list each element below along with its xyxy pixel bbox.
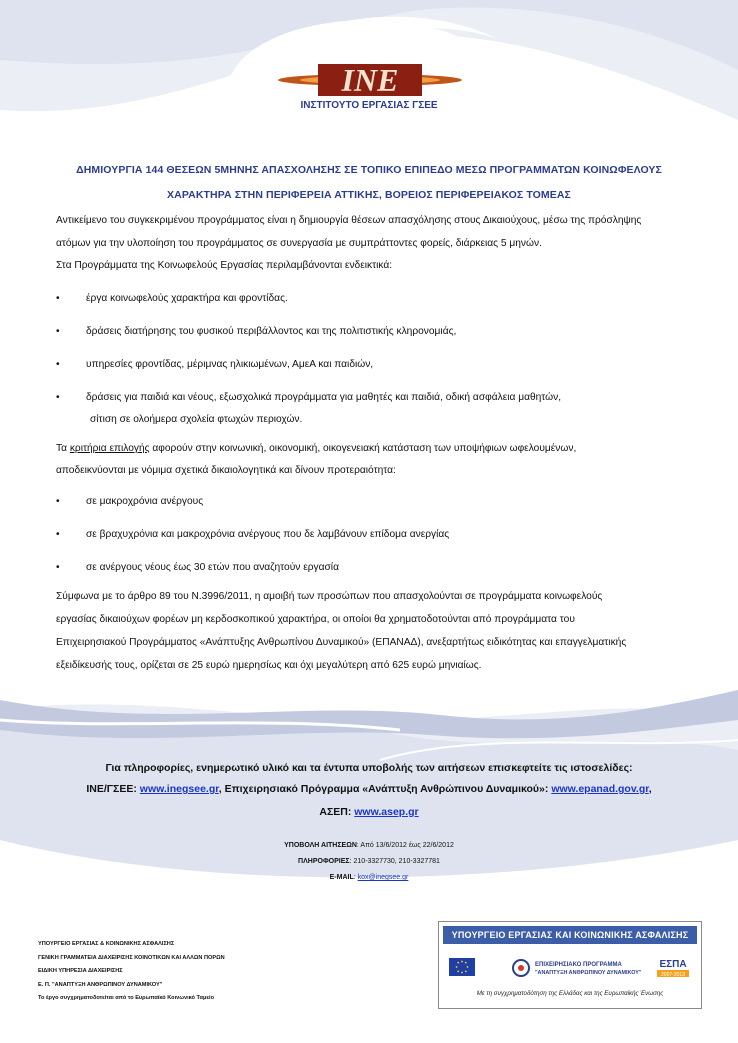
epanad-logo-line1: ΕΠΙΧΕΙΡΗΣΙΑΚΟ ΠΡΟΓΡΑΜΜΑ — [535, 962, 622, 968]
submission-dates — [0, 842, 738, 849]
program-text: δράσεις διατήρησης του φυσικού περιβάλλοντος και της πολιτιστικής κληρονομιάς, — [86, 326, 457, 337]
email-link[interactable]: kox@inegsee.gr — [357, 874, 409, 881]
phone-value: : 210-3327730, 210-3327781 — [349, 858, 440, 865]
phone-label: ΠΛΗΡΟΦΟΡΙΕΣ — [298, 858, 350, 865]
bullet-icon: • — [56, 562, 60, 573]
title-line-2: ΧΑΡΑΚΤΗΡΑ ΣΤΗΝ ΠΕΡΙΦΕΡΕΙΑ ΑΤΤΙΚΗΣ, ΒΟΡΕΙΟΣ ΠΕΡΙΦΕΡΕΙΑΚΟΣ ΤΟΜΕΑΣ — [167, 189, 571, 201]
footer-credits — [38, 938, 225, 1006]
intro-line-3: Στα Προγράμματα της Κοινωφελούς Εργασίας περιλαμβάνονται ενδεικτικά: — [56, 260, 393, 271]
wage-line-1: Σύμφωνα με το άρθρο 89 του Ν.3996/2011, η αμοιβή των προσώπων που απασχολούνται σε προγράμματα κοινωφελούς — [56, 591, 603, 602]
cofunding-caption: Με τη συγχρηματοδότηση της Ελλάδας και της Ευρωπαϊκής Ένωσης — [476, 990, 664, 997]
asep-link[interactable]: www.asep.gr — [354, 806, 419, 818]
intro-line-2: ατόμων για την υλοποίηση του προγράμματος σε συνεργασία με συμπράττοντες φορείς, διάρκειας 5 μηνών. — [56, 238, 542, 249]
logo-text: ΙΝΕ — [341, 62, 399, 98]
epanad-logo — [511, 954, 641, 982]
footer-line: Το έργο συγχρηματοδοτείται από το Ευρωπαϊκό Κοινωνικό Ταμείο — [38, 995, 215, 1001]
epanad-label: , Επιχειρησιακό Πρόγραμμα «Ανάπτυξη Ανθρώπινου Δυναμικού»: — [218, 783, 552, 795]
ine-label: ΙΝΕ/ΓΣΕΕ: — [86, 783, 140, 795]
footer-line: ΕΙΔΙΚΗ ΥΠΗΡΕΣΙΑ ΔΙΑΧΕΙΡΙΣΗΣ — [38, 968, 123, 974]
intro-line-1: Αντικείμενο του συγκεκριμένου προγράμματος είναι η δημιουργία θέσεων απασχόλησης στους Δικαιούχους, μέσω της πρόσληψης — [56, 215, 642, 226]
ministry-title: ΥΠΟΥΡΓΕΙΟ ΕΡΓΑΣΙΑΣ ΚΑΙ ΚΟΙΝΩΝΙΚΗΣ ΑΣΦΑΛΙΣΗΣ — [443, 926, 697, 944]
info-line-1: Για πληροφορίες, ενημερωτικό υλικό και τα έντυπα υποβολής των αιτήσεων επισκεφτείτε τις ιστοσελίδες: — [105, 762, 633, 774]
priority-text: σε μακροχρόνια ανέργους — [86, 496, 204, 507]
footer-line: ΥΠΟΥΡΓΕΙΟ ΕΡΓΑΣΙΑΣ & ΚΟΙΝΩΝΙΚΗΣ ΑΣΦΑΛΙΣΗΣ — [38, 941, 175, 947]
program-text: υπηρεσίες φροντίδας, μέριμνας ηλικιωμένων, ΑμεΑ και παιδιών, — [86, 359, 374, 370]
criteria-line-1 — [56, 437, 716, 460]
phone-info — [0, 858, 738, 865]
bullet-icon: • — [56, 326, 60, 337]
epanad-logo-line2: "ΑΝΑΠΤΥΞΗ ΑΝΘΡΩΠΙΝΟΥ ΔΥΝΑΜΙΚΟΥ" — [535, 970, 641, 976]
criteria-prefix: Τα — [56, 443, 70, 454]
asep-label: ΑΣΕΠ: — [319, 806, 355, 818]
wage-line-3: Επιχειρησιακού Προγράμματος «Ανάπτυξης Ανθρωπίνου Δυναμικού» (ΕΠΑΝΑΔ), ανεξαρτήτως ειδικότητας και επαγγελματικής — [56, 637, 627, 648]
espa-years: 2007-2013 — [661, 972, 685, 978]
bullet-icon: • — [56, 392, 60, 403]
org-name: ΙΝΣΤΙΤΟΥΤΟ ΕΡΓΑΣΙΑΣ ΓΣΕΕ — [300, 100, 438, 111]
footer-line: ΓΕΝΙΚΗ ΓΡΑΜΜΑΤΕΙΑ ΔΙΑΧΕΙΡΙΣΗΣ ΚΟΙΝΟΤΙΚΩΝ ΚΑΙ ΑΛΛΩΝ ΠΟΡΩΝ — [38, 954, 225, 961]
footer-line: Ε. Π. "ΑΝΑΠΤΥΞΗ ΑΝΘΡΩΠΙΝΟΥ ΔΥΝΑΜΙΚΟΥ" — [38, 981, 163, 988]
ministry-logo-box — [438, 921, 702, 1009]
program-text: δράσεις για παιδιά και νέους, εξωσχολικά προγράμματα για μαθητές και παιδιά, οδική ασφάλεια μαθητών, — [86, 392, 562, 403]
epanad-link[interactable]: www.epanad.gov.gr — [551, 783, 649, 795]
info-line-2 — [40, 783, 698, 795]
criteria-rest: αφορούν στην κοινωνική, οικονομική, οικογενειακή κατάσταση των υποψήφιων ωφελουμένων, — [149, 443, 577, 454]
title-line-1: ΔΗΜΙΟΥΡΓΙΑ 144 ΘΕΣΕΩΝ 5ΜΗΝΗΣ ΑΠΑΣΧΟΛΗΣΗΣ ΣΕ ΤΟΠΙΚΟ ΕΠΙΠΕΔΟ ΜΕΣΩ ΠΡΟΓΡΑΜΜΑΤΩΝ ΚΟΙΝΩΦΕΛΟΥΣ — [76, 164, 662, 176]
priority-text: σε ανέργους νέους έως 30 ετών που αναζητούν εργασία — [86, 562, 339, 573]
email-label: E-MAIL — [329, 874, 354, 881]
bullet-icon: • — [56, 293, 60, 304]
ine-link[interactable]: www.inegsee.gr — [139, 783, 219, 795]
espa-label: ΕΣΠΑ — [659, 959, 687, 970]
wage-line-4: εξειδίκευσής τους, ορίζεται σε 25 ευρώ ημερησίως και όχι μεγαλύτερη από 625 ευρώ μηνιαίως. — [56, 660, 482, 671]
eu-flag-icon — [449, 958, 475, 976]
espa-logo — [653, 956, 693, 980]
bullet-icon: • — [56, 359, 60, 370]
program-text: σίτιση σε ολοήμερα σχολεία φτωχών περιοχών. — [90, 414, 303, 425]
bullet-icon: • — [56, 496, 60, 507]
submission-value: : Από 13/6/2012 έως 22/6/2012 — [356, 842, 454, 849]
priority-text: σε βραχυχρόνια και μακροχρόνια ανέργους που δε λαμβάνουν επίδομα ανεργίας — [86, 529, 450, 540]
bullet-icon: • — [56, 529, 60, 540]
submission-label: ΥΠΟΒΟΛΗ ΑΙΤΗΣΕΩΝ — [284, 842, 357, 849]
info-line-3 — [40, 806, 698, 818]
email-info: E-MAIL: kox@inegsee.gr — [329, 874, 409, 881]
wage-line-2: εργασίας δικαιούχων φορέων μη κερδοσκοπικού χαρακτήρα, οι οποίοι θα χρηματοδοτούνται από προγράμματα του — [56, 614, 575, 625]
criteria-link[interactable]: κριτήρια επιλογής — [69, 443, 150, 454]
criteria-line-2: αποδεικνύονται με νόμιμα σχετικά δικαιολογητικά και δίνουν προτεραιότητα: — [56, 465, 396, 476]
epanad-suffix: , — [648, 783, 652, 795]
program-text: έργα κοινωφελούς χαρακτήρα και φροντίδας. — [86, 293, 288, 304]
